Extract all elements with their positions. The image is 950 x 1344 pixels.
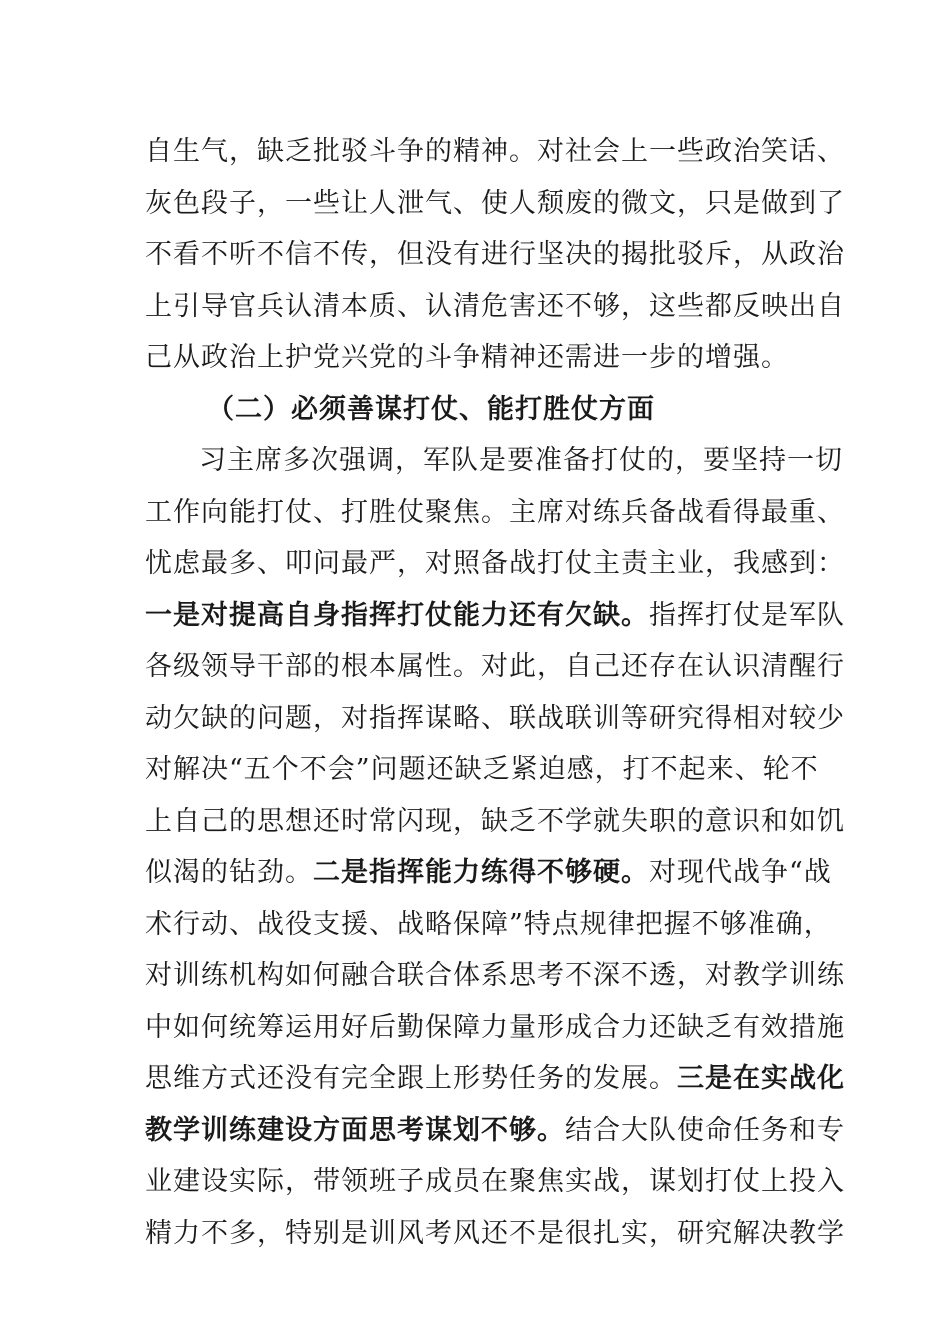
text-line: 动欠缺的问题，对指挥谋略、联战联训等研究得相对较少 <box>145 702 845 734</box>
text-line: 工作向能打仗、打胜仗聚焦。主席对练兵备战看得最重、 <box>145 496 845 528</box>
text-run: 结合大队使命任务和专 <box>565 1114 845 1146</box>
text-line: 灰色段子，一些让人泄气、使人颓废的微文，只是做到了 <box>145 187 845 219</box>
bold-point-3: 三是在实战化 <box>677 1063 845 1094</box>
text-line: 中如何统筹运用好后勤保障力量形成合力还缺乏有效措施 <box>145 1011 845 1043</box>
text-line: 不看不听不信不传，但没有进行坚决的揭批驳斥，从政治 <box>145 239 845 270</box>
text-run: 思维方式还没有完全跟上形势任务的发展。 <box>145 1063 677 1094</box>
text-line: 精力不多，特别是训风考风还不是很扎实，研究解决教学 <box>145 1217 845 1249</box>
text-line: 业建设实际，带领班子成员在聚焦实战，谋划打仗上投入 <box>145 1166 845 1197</box>
text-line: 习主席多次强调，军队是要准备打仗的，要坚持一切 <box>199 445 843 476</box>
bold-point-3-cont: 教学训练建设方面思考谋划不够。 <box>145 1114 565 1146</box>
text-line: 上自己的思想还时常闪现，缺乏不学就失职的意识和如饥 <box>145 805 845 837</box>
bold-point-1: 一是对提高自身指挥打仗能力还有欠缺。 <box>145 599 649 631</box>
text-line <box>145 847 832 899</box>
text-run: 指挥打仗是军队 <box>649 599 845 631</box>
text-run: 对现代战争“战 <box>649 857 832 888</box>
text-line: 术行动、战役支援、战略保障”特点规律把握不够准确， <box>145 908 832 940</box>
text-line: 各级领导干部的根本属性。对此，自己还存在认识清醒行 <box>145 651 845 682</box>
text-line: 对解决“五个不会”问题还缺乏紧迫感，打不起来、轮不 <box>145 754 819 785</box>
text-line <box>145 1105 845 1157</box>
bold-point-2: 二是指挥能力练得不够硬。 <box>313 857 649 888</box>
body-text <box>145 126 845 1259</box>
text-line <box>145 1053 845 1105</box>
text-line: 上引导官兵认清本质、认清危害还不够，这些都反映出自 <box>145 290 845 322</box>
text-run: 似渴的钻劲。 <box>145 857 313 888</box>
text-line: 己从政治上护党兴党的斗争精神还需进一步的增强。 <box>145 342 789 373</box>
text-line <box>145 590 845 642</box>
text-line: 忧虑最多、叩问最严，对照备战打仗主责主业，我感到： <box>145 548 845 579</box>
text-line: 对训练机构如何融合联合体系思考不深不透，对教学训练 <box>145 960 845 991</box>
section-heading: （二）必须善谋打仗、能打胜仗方面 <box>207 393 655 425</box>
text-line: 自生气，缺乏批驳斗争的精神。对社会上一些政治笑话、 <box>145 136 845 167</box>
